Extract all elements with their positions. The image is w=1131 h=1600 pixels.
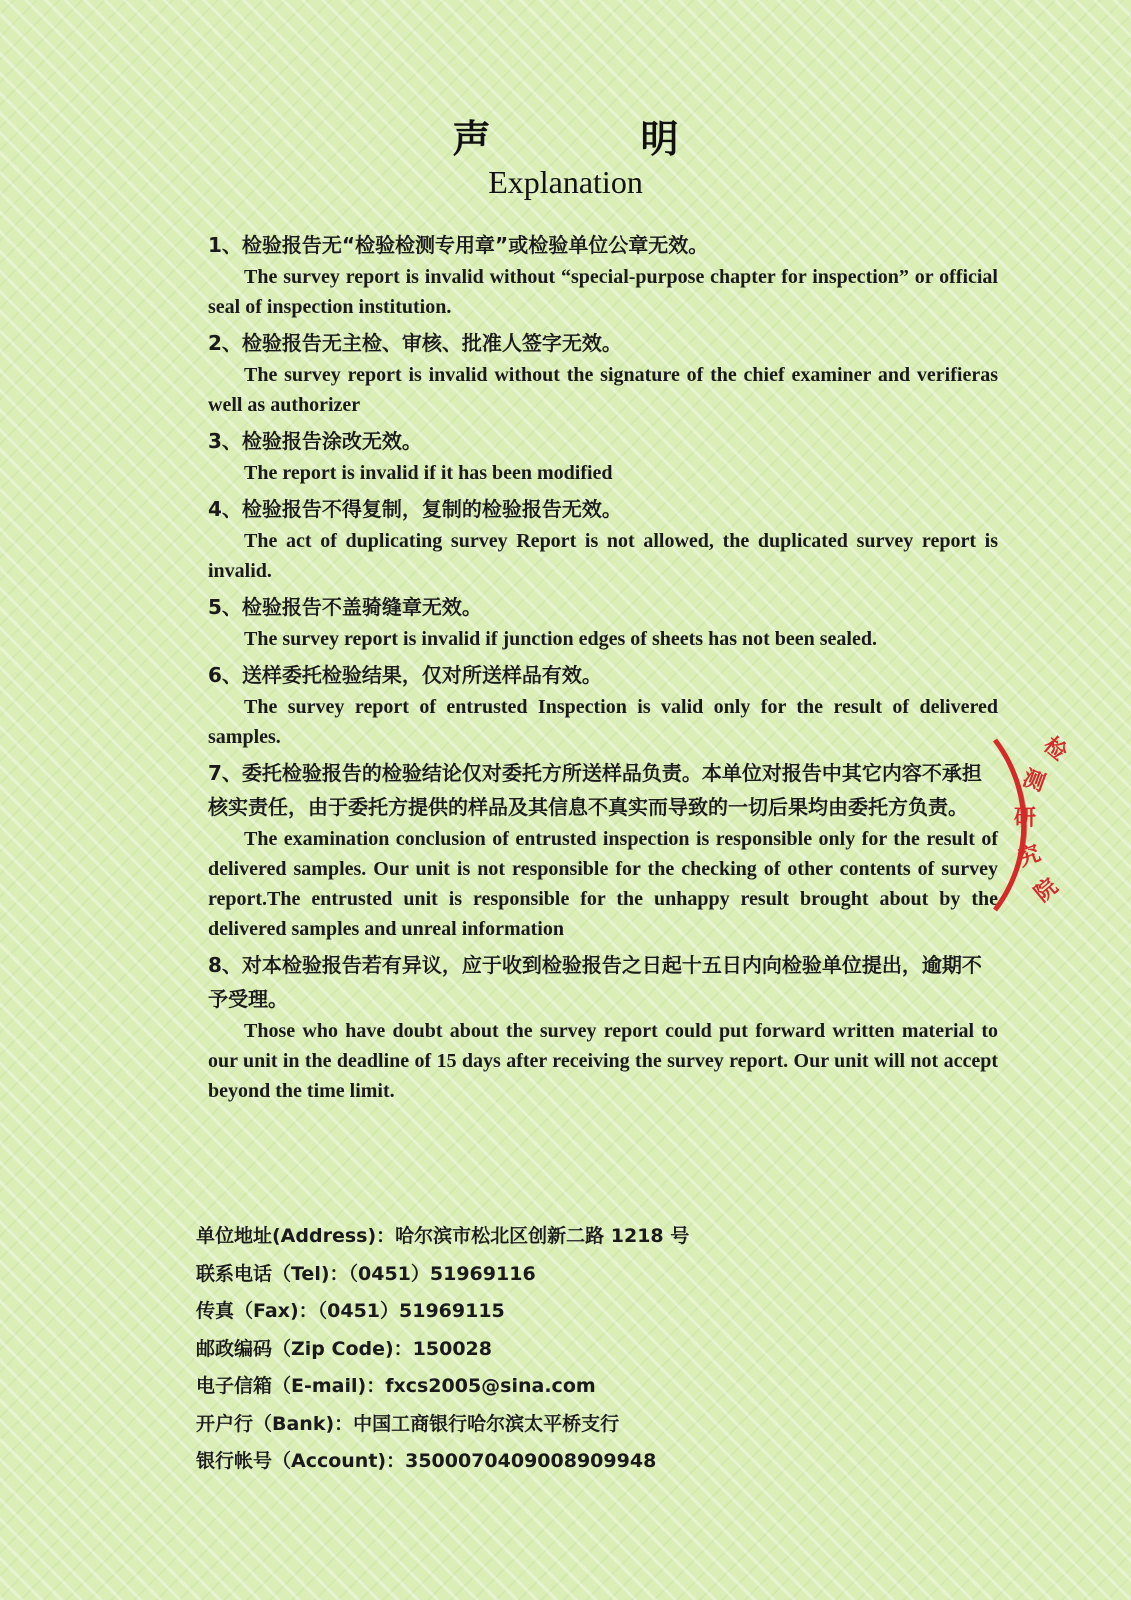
statement-en: The act of duplicating survey Report is not allowed, the duplicated survey report is invalid. xyxy=(208,530,998,582)
statement-item-7 xyxy=(208,756,998,944)
red-seal-stamp xyxy=(985,730,1115,920)
title-chinese: 声明 xyxy=(452,117,829,161)
statement-cn: 3、检验报告涂改无效。 xyxy=(208,429,422,453)
statement-cn: 5、检验报告不盖骑缝章无效。 xyxy=(208,595,482,619)
statement-item-3 xyxy=(208,424,998,488)
contact-tel: 联系电话（Tel)：（0451）51969116 xyxy=(196,1262,536,1285)
statement-en: The survey report of entrusted Inspection is valid only for the result of delivered samples. xyxy=(208,696,998,748)
statement-cn: 7、委托检验报告的检验结论仅对委托方所送样品负责。本单位对报告中其它内容不承担核实责任，由于委托方提供的样品及其信息不真实而导致的一切后果均由委托方负责。 xyxy=(208,761,982,819)
contact-account: 银行帐号（Account)：3500070409008909948 xyxy=(196,1450,657,1472)
statement-item-5 xyxy=(208,590,998,654)
statement-en: The report is invalid if it has been modified xyxy=(244,462,613,484)
statement-item-2 xyxy=(208,326,998,420)
seal-char: 检 xyxy=(1038,732,1072,766)
statement-cn: 1、检验报告无“检验检测专用章”或检验单位公章无效。 xyxy=(208,233,709,257)
contact-address: 单位地址(Address)：哈尔滨市松北区创新二路 1218 号 xyxy=(196,1225,690,1247)
statement-en: The survey report is invalid without the signature of the chief examiner and verifieras well as authorizer xyxy=(208,364,998,416)
seal-char: 测 xyxy=(1019,765,1049,797)
statement-en: The examination conclusion of entrusted inspection is responsible only for the result of delivered samples. Our unit is not responsible for the checking of other contents of survey report.The entrusted unit is responsible for the unhappy result brought about by the delivered samples and unreal information xyxy=(208,828,998,940)
seal-char: 研 xyxy=(1013,806,1037,831)
title-english: Explanation xyxy=(488,164,643,200)
contact-zip: 邮政编码（Zip Code)：150028 xyxy=(196,1337,492,1360)
statement-list xyxy=(208,228,998,1110)
statement-en: The survey report is invalid if junction edges of sheets has not been sealed. xyxy=(244,628,877,650)
seal-char: 究 xyxy=(1014,840,1044,873)
statement-cn: 4、检验报告不得复制，复制的检验报告无效。 xyxy=(208,497,622,521)
statement-cn: 6、送样委托检验结果，仅对所送样品有效。 xyxy=(208,663,602,687)
statement-cn: 8、对本检验报告若有异议，应于收到检验报告之日起十五日内向检验单位提出，逾期不予受理。 xyxy=(208,953,982,1011)
statement-en: The survey report is invalid without “special-purpose chapter for inspection” or official seal of inspection institution. xyxy=(208,266,998,318)
statement-item-4 xyxy=(208,492,998,586)
statement-cn: 2、检验报告无主检、审核、批准人签字无效。 xyxy=(208,331,622,355)
contact-email: 电子信箱（E-mail)：fxcs2005@sina.com xyxy=(196,1375,596,1397)
statement-item-8 xyxy=(208,948,998,1106)
contact-bank: 开户行（Bank)：中国工商银行哈尔滨太平桥支行 xyxy=(196,1412,620,1435)
statement-item-6 xyxy=(208,658,998,752)
seal-char: 院 xyxy=(1030,874,1063,908)
statement-item-1 xyxy=(208,228,998,322)
contact-fax: 传真（Fax)：（0451）51969115 xyxy=(196,1300,505,1322)
statement-en: Those who have doubt about the survey report could put forward written material to our unit in the deadline of 15 days after receiving the survey report. Our unit will not accept beyond the time limit. xyxy=(208,1020,998,1102)
contact-info xyxy=(196,1218,1016,1481)
